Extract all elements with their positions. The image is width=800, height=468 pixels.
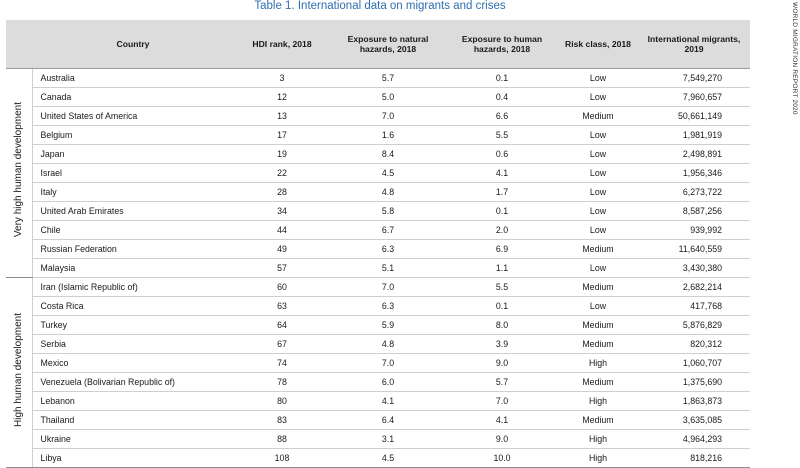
risk-class-cell: Low — [558, 183, 638, 202]
hdi-rank-cell: 34 — [234, 202, 330, 221]
hdi-rank-cell: 28 — [234, 183, 330, 202]
international-migrants-cell: 4,964,293 — [638, 430, 750, 449]
table-row — [6, 449, 750, 468]
risk-class-cell: Medium — [558, 335, 638, 354]
natural-hazards-cell: 5.9 — [330, 316, 446, 335]
table-row — [6, 259, 750, 278]
risk-class-cell: Medium — [558, 107, 638, 126]
human-hazards-cell: 0.4 — [446, 88, 558, 107]
international-migrants-cell: 1,375,690 — [638, 373, 750, 392]
risk-class-cell: Low — [558, 202, 638, 221]
risk-class-cell: Medium — [558, 316, 638, 335]
table-row — [6, 430, 750, 449]
hdi-rank-cell: 80 — [234, 392, 330, 411]
header-country: Country — [32, 20, 234, 69]
hdi-rank-cell: 78 — [234, 373, 330, 392]
human-hazards-cell: 0.6 — [446, 145, 558, 164]
human-hazards-cell: 6.6 — [446, 107, 558, 126]
hdi-rank-cell: 67 — [234, 335, 330, 354]
human-hazards-cell: 4.1 — [446, 411, 558, 430]
natural-hazards-cell: 7.0 — [330, 107, 446, 126]
table-row — [6, 183, 750, 202]
risk-class-cell: High — [558, 354, 638, 373]
international-migrants-cell: 939,992 — [638, 221, 750, 240]
country-cell: Canada — [32, 88, 234, 107]
international-migrants-cell: 1,956,346 — [638, 164, 750, 183]
natural-hazards-cell: 6.7 — [330, 221, 446, 240]
migrants-crises-table — [6, 20, 750, 468]
country-cell: Turkey — [32, 316, 234, 335]
country-cell: Ukraine — [32, 430, 234, 449]
human-hazards-cell: 5.7 — [446, 373, 558, 392]
country-cell: Lebanon — [32, 392, 234, 411]
risk-class-cell: Low — [558, 297, 638, 316]
international-migrants-cell: 3,430,380 — [638, 259, 750, 278]
international-migrants-cell: 2,498,891 — [638, 145, 750, 164]
human-hazards-cell: 10.0 — [446, 449, 558, 468]
international-migrants-cell: 2,682,214 — [638, 278, 750, 297]
natural-hazards-cell: 6.3 — [330, 240, 446, 259]
natural-hazards-cell: 4.5 — [330, 164, 446, 183]
human-hazards-cell: 7.0 — [446, 392, 558, 411]
header-hdi-rank: HDI rank, 2018 — [234, 20, 330, 69]
table-row — [6, 316, 750, 335]
international-migrants-cell: 3,635,085 — [638, 411, 750, 430]
country-cell: Mexico — [32, 354, 234, 373]
country-cell: Costa Rica — [32, 297, 234, 316]
human-hazards-cell: 9.0 — [446, 430, 558, 449]
table-row — [6, 221, 750, 240]
country-cell: Serbia — [32, 335, 234, 354]
country-cell: Iran (Islamic Republic of) — [32, 278, 234, 297]
international-migrants-cell: 6,273,722 — [638, 183, 750, 202]
human-hazards-cell: 3.9 — [446, 335, 558, 354]
natural-hazards-cell: 5.0 — [330, 88, 446, 107]
table-row — [6, 297, 750, 316]
international-migrants-cell: 7,960,657 — [638, 88, 750, 107]
header-group-spacer — [6, 20, 32, 69]
risk-class-cell: Low — [558, 164, 638, 183]
human-hazards-cell: 2.0 — [446, 221, 558, 240]
natural-hazards-cell: 4.8 — [330, 335, 446, 354]
table-body — [6, 69, 750, 468]
risk-class-cell: Low — [558, 88, 638, 107]
international-migrants-cell: 417,768 — [638, 297, 750, 316]
international-migrants-cell: 820,312 — [638, 335, 750, 354]
country-cell: Malaysia — [32, 259, 234, 278]
country-cell: Israel — [32, 164, 234, 183]
report-side-note: WORLD MIGRATION REPORT 2020 — [791, 2, 798, 115]
country-cell: Italy — [32, 183, 234, 202]
human-hazards-cell: 6.9 — [446, 240, 558, 259]
human-hazards-cell: 5.5 — [446, 278, 558, 297]
international-migrants-cell: 7,549,270 — [638, 69, 750, 88]
human-hazards-cell: 1.7 — [446, 183, 558, 202]
country-cell: Thailand — [32, 411, 234, 430]
human-hazards-cell: 4.1 — [446, 164, 558, 183]
natural-hazards-cell: 5.1 — [330, 259, 446, 278]
international-migrants-cell: 8,587,256 — [638, 202, 750, 221]
risk-class-cell: Medium — [558, 278, 638, 297]
table-row — [6, 107, 750, 126]
international-migrants-cell: 5,876,829 — [638, 316, 750, 335]
header-human-hazards: Exposure to human hazards, 2018 — [446, 20, 558, 69]
country-cell: Venezuela (Bolivarian Republic of) — [32, 373, 234, 392]
country-cell: Libya — [32, 449, 234, 468]
natural-hazards-cell: 6.3 — [330, 297, 446, 316]
table-row — [6, 240, 750, 259]
table-row — [6, 411, 750, 430]
natural-hazards-cell: 7.0 — [330, 278, 446, 297]
hdi-rank-cell: 88 — [234, 430, 330, 449]
human-hazards-cell: 8.0 — [446, 316, 558, 335]
table-row — [6, 373, 750, 392]
risk-class-cell: Low — [558, 221, 638, 240]
header-natural-hazards: Exposure to natural hazards, 2018 — [330, 20, 446, 69]
natural-hazards-cell: 5.8 — [330, 202, 446, 221]
international-migrants-cell: 1,863,873 — [638, 392, 750, 411]
international-migrants-cell: 1,060,707 — [638, 354, 750, 373]
hdi-rank-cell: 57 — [234, 259, 330, 278]
table-row — [6, 88, 750, 107]
header-risk-class: Risk class, 2018 — [558, 20, 638, 69]
hdi-rank-cell: 74 — [234, 354, 330, 373]
development-group-label: High human development — [12, 312, 24, 427]
header-row — [6, 20, 750, 69]
hdi-rank-cell: 49 — [234, 240, 330, 259]
risk-class-cell: Low — [558, 145, 638, 164]
hdi-rank-cell: 63 — [234, 297, 330, 316]
country-cell: United Arab Emirates — [32, 202, 234, 221]
risk-class-cell: Low — [558, 126, 638, 145]
risk-class-cell: Low — [558, 259, 638, 278]
natural-hazards-cell: 5.7 — [330, 69, 446, 88]
risk-class-cell: Medium — [558, 240, 638, 259]
risk-class-cell: Low — [558, 69, 638, 88]
international-migrants-cell: 818,216 — [638, 449, 750, 468]
human-hazards-cell: 0.1 — [446, 69, 558, 88]
table-row — [6, 392, 750, 411]
country-cell: Australia — [32, 69, 234, 88]
table-row — [6, 202, 750, 221]
hdi-rank-cell: 17 — [234, 126, 330, 145]
risk-class-cell: High — [558, 392, 638, 411]
header-international-migrants: International migrants, 2019 — [638, 20, 750, 69]
human-hazards-cell: 9.0 — [446, 354, 558, 373]
natural-hazards-cell: 7.0 — [330, 354, 446, 373]
international-migrants-cell: 50,661,149 — [638, 107, 750, 126]
natural-hazards-cell: 1.6 — [330, 126, 446, 145]
group-label-cell — [6, 278, 32, 468]
hdi-rank-cell: 83 — [234, 411, 330, 430]
natural-hazards-cell: 6.0 — [330, 373, 446, 392]
risk-class-cell: Medium — [558, 411, 638, 430]
hdi-rank-cell: 3 — [234, 69, 330, 88]
human-hazards-cell: 0.1 — [446, 297, 558, 316]
table-title: Table 1. International data on migrants and crises — [254, 0, 506, 12]
natural-hazards-cell: 6.4 — [330, 411, 446, 430]
hdi-rank-cell: 60 — [234, 278, 330, 297]
hdi-rank-cell: 44 — [234, 221, 330, 240]
hdi-rank-cell: 12 — [234, 88, 330, 107]
hdi-rank-cell: 64 — [234, 316, 330, 335]
international-migrants-cell: 1,981,919 — [638, 126, 750, 145]
risk-class-cell: High — [558, 430, 638, 449]
table-row — [6, 354, 750, 373]
natural-hazards-cell: 4.1 — [330, 392, 446, 411]
country-cell: Belgium — [32, 126, 234, 145]
natural-hazards-cell: 3.1 — [330, 430, 446, 449]
country-cell: United States of America — [32, 107, 234, 126]
hdi-rank-cell: 22 — [234, 164, 330, 183]
table-header — [6, 20, 750, 69]
country-cell: Chile — [32, 221, 234, 240]
international-migrants-cell: 11,640,559 — [638, 240, 750, 259]
human-hazards-cell: 1.1 — [446, 259, 558, 278]
country-cell: Japan — [32, 145, 234, 164]
table-row — [6, 335, 750, 354]
group-label-cell — [6, 69, 32, 278]
table-row — [6, 126, 750, 145]
risk-class-cell: High — [558, 449, 638, 468]
table-row — [6, 69, 750, 88]
natural-hazards-cell: 4.5 — [330, 449, 446, 468]
country-cell: Russian Federation — [32, 240, 234, 259]
hdi-rank-cell: 108 — [234, 449, 330, 468]
human-hazards-cell: 0.1 — [446, 202, 558, 221]
hdi-rank-cell: 13 — [234, 107, 330, 126]
table-row — [6, 145, 750, 164]
table-row — [6, 164, 750, 183]
human-hazards-cell: 5.5 — [446, 126, 558, 145]
hdi-rank-cell: 19 — [234, 145, 330, 164]
natural-hazards-cell: 8.4 — [330, 145, 446, 164]
table-row — [6, 278, 750, 297]
natural-hazards-cell: 4.8 — [330, 183, 446, 202]
development-group-label: Very high human development — [12, 102, 24, 238]
risk-class-cell: Medium — [558, 373, 638, 392]
